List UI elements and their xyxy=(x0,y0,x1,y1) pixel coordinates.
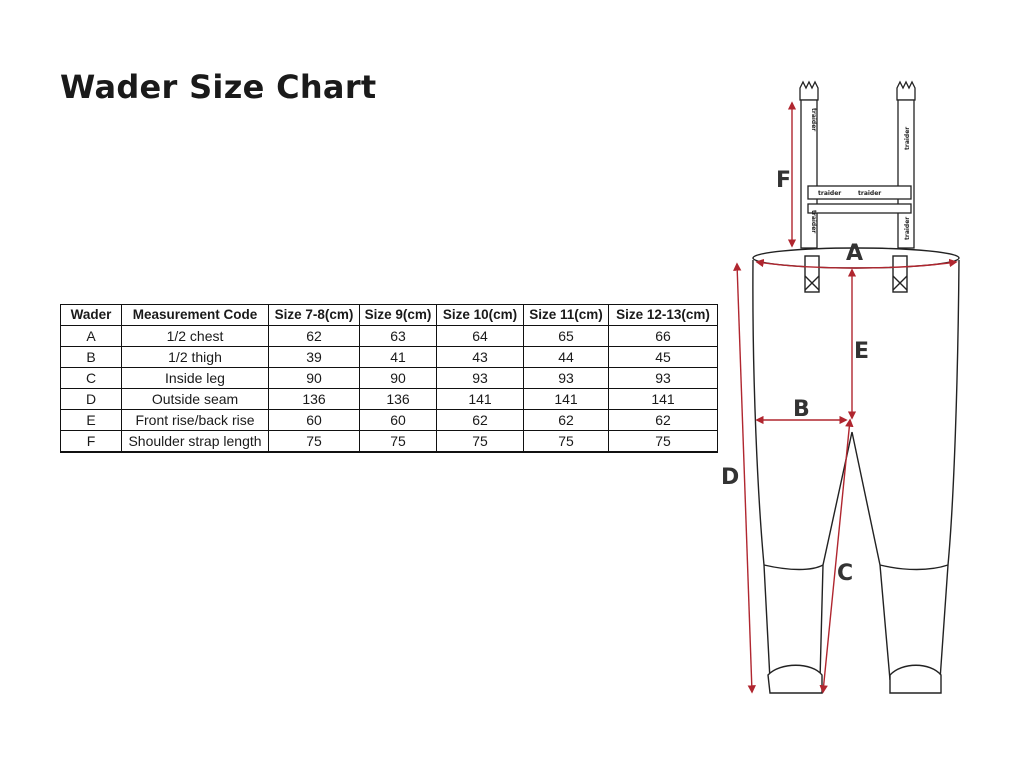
table-cell: 62 xyxy=(437,410,524,431)
label-e: E xyxy=(854,339,870,364)
strap-logo-text: traider xyxy=(810,210,817,234)
table-row xyxy=(61,389,718,410)
left-strap-clip xyxy=(805,256,819,292)
header-size-12-13: Size 12-13(cm) xyxy=(609,305,718,326)
wader-diagram xyxy=(700,80,980,710)
table-cell: 65 xyxy=(524,326,609,347)
table-cell: 62 xyxy=(269,326,360,347)
table-cell: B xyxy=(61,347,122,368)
page-title: Wader Size Chart xyxy=(60,68,377,106)
table-cell: 75 xyxy=(609,431,718,453)
table-cell: 93 xyxy=(609,368,718,389)
strap-logo-text: traider xyxy=(818,190,842,197)
table-cell: 43 xyxy=(437,347,524,368)
table-cell: E xyxy=(61,410,122,431)
table-cell: 45 xyxy=(609,347,718,368)
label-c: C xyxy=(837,561,854,586)
label-f: F xyxy=(776,168,792,193)
table-cell: 60 xyxy=(269,410,360,431)
table-cell: 41 xyxy=(360,347,437,368)
header-size-7-8: Size 7-8(cm) xyxy=(269,305,360,326)
wader-body xyxy=(753,248,959,693)
table-cell: 136 xyxy=(269,389,360,410)
table-row xyxy=(61,431,718,453)
header-size-9: Size 9(cm) xyxy=(360,305,437,326)
label-b: B xyxy=(793,397,810,422)
table-cell: C xyxy=(61,368,122,389)
strap-cross-band-lower xyxy=(808,204,911,213)
table-cell: Outside seam xyxy=(122,389,269,410)
header-size-10: Size 10(cm) xyxy=(437,305,524,326)
table-header-row xyxy=(61,305,718,326)
header-measurement-code: Measurement Code xyxy=(122,305,269,326)
table-cell: 63 xyxy=(360,326,437,347)
boot-soles xyxy=(768,665,941,693)
boot-tops xyxy=(764,565,948,570)
size-table xyxy=(60,304,718,453)
table-row xyxy=(61,368,718,389)
table-cell: 136 xyxy=(360,389,437,410)
strap-logo-text: traider xyxy=(810,108,817,132)
header-size-11: Size 11(cm) xyxy=(524,305,609,326)
table-cell: 90 xyxy=(269,368,360,389)
table-cell: 64 xyxy=(437,326,524,347)
header-wader: Wader xyxy=(61,305,122,326)
label-a: A xyxy=(846,241,864,266)
table-row xyxy=(61,326,718,347)
table-cell: 39 xyxy=(269,347,360,368)
strap-logo-text: traider xyxy=(904,126,911,150)
left-strap-buckle xyxy=(800,82,818,100)
table-cell: Shoulder strap length xyxy=(122,431,269,453)
table-cell: D xyxy=(61,389,122,410)
table-cell: 75 xyxy=(437,431,524,453)
right-strap-buckle xyxy=(897,82,915,100)
strap-logo-text: traider xyxy=(858,190,882,197)
wader-outline xyxy=(753,260,959,680)
table-cell: 62 xyxy=(609,410,718,431)
table-cell: 66 xyxy=(609,326,718,347)
table-cell: 1/2 thigh xyxy=(122,347,269,368)
table-cell: Inside leg xyxy=(122,368,269,389)
table-cell: 62 xyxy=(524,410,609,431)
table-cell: 141 xyxy=(437,389,524,410)
right-strap-clip xyxy=(893,256,907,292)
table-cell: 44 xyxy=(524,347,609,368)
table-cell: Front rise/back rise xyxy=(122,410,269,431)
table-cell: F xyxy=(61,431,122,453)
table-cell: 60 xyxy=(360,410,437,431)
strap-logo-text: traider xyxy=(904,216,911,240)
table-cell: 141 xyxy=(524,389,609,410)
arrow-c xyxy=(823,420,850,692)
table-cell: 141 xyxy=(609,389,718,410)
table-row xyxy=(61,410,718,431)
strap-logos xyxy=(810,108,911,240)
table-cell: 75 xyxy=(360,431,437,453)
table-cell: 93 xyxy=(524,368,609,389)
table-cell: 1/2 chest xyxy=(122,326,269,347)
table-cell: 93 xyxy=(437,368,524,389)
table-cell: 90 xyxy=(360,368,437,389)
strap-clip-marks xyxy=(805,276,907,290)
label-d: D xyxy=(721,465,740,490)
table-row xyxy=(61,347,718,368)
table-cell: 75 xyxy=(524,431,609,453)
table-cell: A xyxy=(61,326,122,347)
table-cell: 75 xyxy=(269,431,360,453)
